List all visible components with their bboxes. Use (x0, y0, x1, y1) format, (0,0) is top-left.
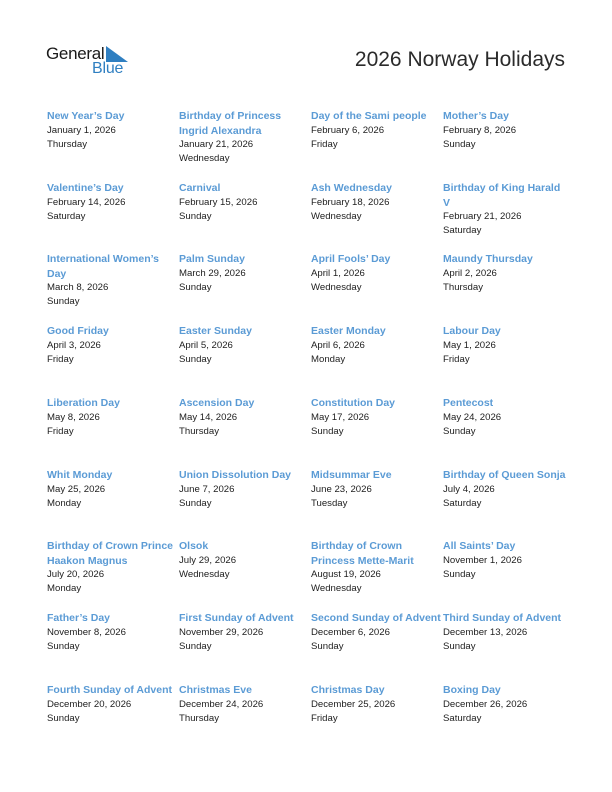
holiday-name: Liberation Day (47, 397, 120, 409)
holiday-entry (443, 683, 568, 726)
holiday-date: November 8, 2026 (47, 626, 126, 638)
holiday-entry (47, 468, 177, 511)
holiday-date: June 7, 2026 (179, 483, 235, 495)
holiday-weekday: Friday (311, 712, 338, 724)
holiday-name: Valentine’s Day (47, 182, 124, 194)
holiday-entry (311, 396, 441, 439)
holiday-entry (47, 324, 177, 367)
holiday-date: April 3, 2026 (47, 339, 101, 351)
holiday-weekday: Monday (47, 583, 82, 594)
holiday-name: Father’s Day (47, 612, 111, 624)
holiday-name: Easter Monday (311, 325, 386, 337)
holiday-entry (443, 324, 568, 367)
holiday-date: May 24, 2026 (443, 411, 502, 423)
holiday-date: July 4, 2026 (443, 483, 495, 495)
holiday-weekday: Wednesday (311, 583, 362, 594)
holiday-name: Labour Day (443, 325, 501, 337)
holiday-weekday: Monday (311, 353, 346, 365)
holiday-name: First Sunday of Advent (179, 612, 294, 624)
holiday-date: April 6, 2026 (311, 339, 365, 351)
holiday-date: June 23, 2026 (311, 483, 372, 495)
holiday-name: Day of the Sami people (311, 110, 427, 122)
holiday-entry (443, 396, 568, 439)
holiday-entry (179, 252, 309, 295)
holiday-weekday: Sunday (47, 296, 80, 307)
holiday-weekday: Sunday (179, 210, 212, 222)
holiday-weekday: Sunday (179, 353, 212, 365)
holiday-weekday: Friday (47, 353, 74, 365)
holiday-date: May 1, 2026 (443, 339, 496, 351)
holiday-name: Constitution Day (311, 397, 395, 409)
holiday-weekday: Saturday (47, 210, 86, 222)
logo-text-general: General (46, 44, 105, 63)
holiday-entry (443, 181, 568, 238)
holiday-name: Mother’s Day (443, 110, 509, 122)
holiday-entry (47, 109, 177, 152)
holiday-name: International Women’s Day (47, 253, 160, 280)
holiday-name: Birthday of Crown Prince Haakon Magnus (47, 540, 174, 567)
holiday-weekday: Wednesday (179, 153, 230, 164)
holiday-weekday: Friday (47, 425, 74, 437)
holiday-date: May 17, 2026 (311, 411, 370, 423)
holiday-entry (47, 252, 177, 309)
holiday-entry (179, 611, 309, 654)
holiday-weekday: Sunday (443, 425, 476, 437)
holiday-entry (179, 181, 309, 224)
holiday-weekday: Thursday (443, 281, 483, 293)
holiday-date: July 20, 2026 (47, 569, 105, 580)
holiday-entry (47, 181, 177, 224)
holiday-date: April 1, 2026 (311, 267, 365, 279)
holiday-name: Fourth Sunday of Advent (47, 684, 173, 696)
holiday-date: February 15, 2026 (179, 196, 258, 208)
holiday-name: Birthday of Princess Ingrid Alexandra (179, 110, 282, 137)
holiday-weekday: Sunday (311, 425, 344, 437)
holiday-weekday: Monday (47, 497, 82, 509)
holiday-name: Union Dissolution Day (179, 469, 292, 481)
holiday-date: February 14, 2026 (47, 196, 126, 208)
holiday-name: Third Sunday of Advent (443, 612, 562, 624)
holiday-name: Second Sunday of Advent (311, 612, 441, 624)
holiday-name: Birthday of King Harald V (443, 182, 561, 209)
holiday-weekday: Sunday (179, 281, 212, 293)
holiday-date: December 13, 2026 (443, 626, 528, 638)
holiday-date: August 19, 2026 (311, 569, 381, 580)
holiday-entry (311, 468, 441, 511)
holiday-name: Easter Sunday (179, 325, 252, 337)
holiday-entry (179, 539, 309, 582)
holiday-date: March 29, 2026 (179, 267, 246, 279)
holiday-date: December 25, 2026 (311, 698, 396, 710)
holiday-name: Olsok (179, 540, 209, 552)
holiday-weekday: Sunday (47, 640, 80, 652)
holiday-weekday: Thursday (179, 425, 219, 437)
holiday-name: Good Friday (47, 325, 109, 337)
holiday-weekday: Wednesday (311, 281, 362, 293)
holiday-name: Birthday of Crown Princess Mette-Marit (311, 540, 414, 567)
holiday-entry (179, 683, 309, 726)
holiday-date: January 1, 2026 (47, 124, 116, 136)
holiday-name: Ascension Day (179, 397, 255, 409)
holiday-entry (311, 539, 441, 596)
holiday-entry (47, 611, 177, 654)
holiday-name: Ash Wednesday (311, 182, 392, 194)
holiday-name: April Fools’ Day (311, 253, 391, 265)
holiday-entry (311, 324, 441, 367)
holiday-name: Boxing Day (443, 684, 501, 696)
holiday-date: February 6, 2026 (311, 124, 385, 136)
holiday-name: Carnival (179, 182, 221, 194)
holiday-date: February 18, 2026 (311, 196, 390, 208)
holiday-date: March 8, 2026 (47, 282, 109, 293)
holiday-weekday: Sunday (311, 640, 344, 652)
holiday-name: Christmas Day (311, 684, 385, 696)
holiday-entry (179, 396, 309, 439)
holiday-entry (47, 396, 177, 439)
holiday-name: All Saints’ Day (443, 540, 516, 552)
holiday-entry (443, 539, 568, 582)
holiday-weekday: Tuesday (311, 497, 348, 509)
holiday-date: February 8, 2026 (443, 124, 517, 136)
holiday-date: December 6, 2026 (311, 626, 390, 638)
holiday-weekday: Wednesday (179, 568, 230, 580)
holiday-date: December 26, 2026 (443, 698, 528, 710)
holiday-name: Midsummar Eve (311, 469, 392, 481)
holiday-weekday: Sunday (443, 568, 476, 580)
holiday-date: November 1, 2026 (443, 554, 522, 566)
holiday-weekday: Sunday (47, 712, 80, 724)
holiday-date: January 21, 2026 (179, 139, 254, 150)
holiday-name: Palm Sunday (179, 253, 245, 265)
holiday-weekday: Friday (311, 138, 338, 150)
holiday-weekday: Sunday (179, 497, 212, 509)
holiday-entry (179, 468, 309, 511)
holiday-weekday: Sunday (179, 640, 212, 652)
holiday-weekday: Sunday (443, 138, 476, 150)
holiday-date: July 29, 2026 (179, 554, 237, 566)
holiday-weekday: Wednesday (311, 210, 362, 222)
holiday-date: December 20, 2026 (47, 698, 132, 710)
holiday-date: November 29, 2026 (179, 626, 264, 638)
holiday-name: Birthday of Queen Sonja (443, 469, 566, 481)
holiday-entry (47, 683, 177, 726)
holiday-entry (179, 109, 309, 166)
holiday-name: Christmas Eve (179, 684, 252, 696)
holiday-weekday: Saturday (443, 225, 482, 236)
logo-text-blue: Blue (92, 60, 124, 77)
holiday-entry (443, 252, 568, 295)
holiday-weekday: Sunday (443, 640, 476, 652)
holiday-weekday: Saturday (443, 497, 482, 509)
holiday-entry (311, 181, 441, 224)
holiday-weekday: Friday (443, 353, 470, 365)
holiday-date: May 14, 2026 (179, 411, 238, 423)
holiday-entry (311, 611, 441, 654)
holiday-date: April 5, 2026 (179, 339, 233, 351)
holiday-name: Pentecost (443, 397, 494, 409)
holiday-weekday: Thursday (47, 138, 87, 150)
holiday-date: February 21, 2026 (443, 211, 522, 222)
holiday-name: Maundy Thursday (443, 253, 533, 265)
holiday-entry (179, 324, 309, 367)
holiday-entry (311, 252, 441, 295)
holiday-weekday: Saturday (443, 712, 482, 724)
holiday-date: April 2, 2026 (443, 267, 497, 279)
holiday-date: May 8, 2026 (47, 411, 100, 423)
holiday-weekday: Thursday (179, 712, 219, 724)
holiday-name: Whit Monday (47, 469, 113, 481)
holiday-entry (443, 468, 568, 511)
holiday-name: New Year’s Day (47, 110, 125, 122)
page-title: 2026 Norway Holidays (354, 48, 565, 71)
holiday-entry (311, 109, 441, 152)
holiday-entry (47, 539, 177, 596)
holiday-entry (311, 683, 441, 726)
holiday-date: December 24, 2026 (179, 698, 264, 710)
holiday-date: May 25, 2026 (47, 483, 106, 495)
holiday-entry (443, 109, 568, 152)
holiday-entry (443, 611, 568, 654)
